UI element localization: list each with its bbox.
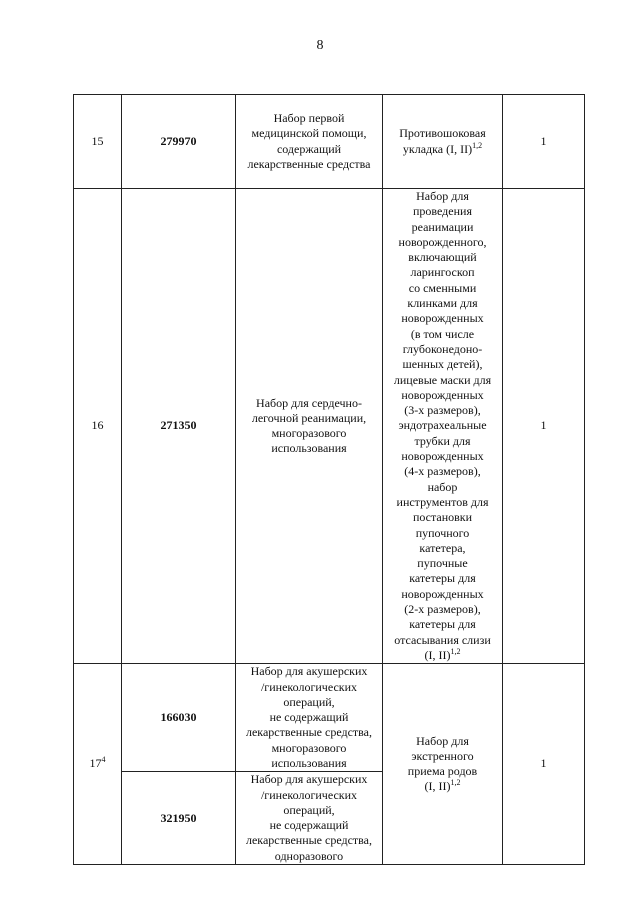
footnote-ref: 4 — [101, 755, 106, 765]
item-name: Набор для сердечно- легочной реанимации, многоразового использования — [236, 189, 383, 664]
row-number-text: 17 — [89, 756, 102, 771]
row-number: 16 — [74, 189, 122, 664]
item-name: Набор для акушерских /гинекологических операций, не содержащий лекарственные средства, одноразового — [236, 772, 383, 865]
row-number — [74, 664, 122, 865]
item-quantity: 1 — [503, 189, 585, 664]
item-composition — [383, 189, 503, 664]
table-row — [74, 95, 585, 189]
item-name: Набор первой медицинской помощи, содержащий лекарственные средства — [236, 95, 383, 189]
footnote-ref: 1,2 — [472, 140, 483, 150]
item-composition — [383, 95, 503, 189]
item-composition — [383, 664, 503, 865]
footnote-ref: 1,2 — [450, 646, 461, 656]
item-quantity: 1 — [503, 664, 585, 865]
table-row — [74, 664, 585, 772]
equipment-table — [73, 94, 585, 865]
composition-text: Набор для экстренного приема родов (I, II) — [407, 733, 478, 794]
item-quantity: 1 — [503, 95, 585, 189]
row-number: 15 — [74, 95, 122, 189]
item-code: 279970 — [122, 95, 236, 189]
table-row — [74, 189, 585, 664]
item-name: Набор для акушерских /гинекологических операций, не содержащий лекарственные средства, многоразового использования — [236, 664, 383, 772]
item-code: 271350 — [122, 189, 236, 664]
page-number: 8 — [316, 38, 324, 53]
composition-text: Противошоковая укладка (I, II) — [399, 126, 486, 156]
composition-text: Набор для проведения реанимации новорожденного, включающий ларингоскоп со сменными клинками для новорожденных (в том числе глубоконедоно- шенных детей), лицевые маски для новорожденных (3-х размеров), эндотрахеальные трубки для новорожденных (4-х размеров), набор инструментов для постановки пупочного катетера, пупочные катетеры для новорожденных (2-х размеров), катетеры для отсасывания слизи (I, II) — [393, 189, 492, 662]
footnote-ref: 1,2 — [450, 778, 461, 788]
item-code: 321950 — [122, 772, 236, 865]
item-code: 166030 — [122, 664, 236, 772]
